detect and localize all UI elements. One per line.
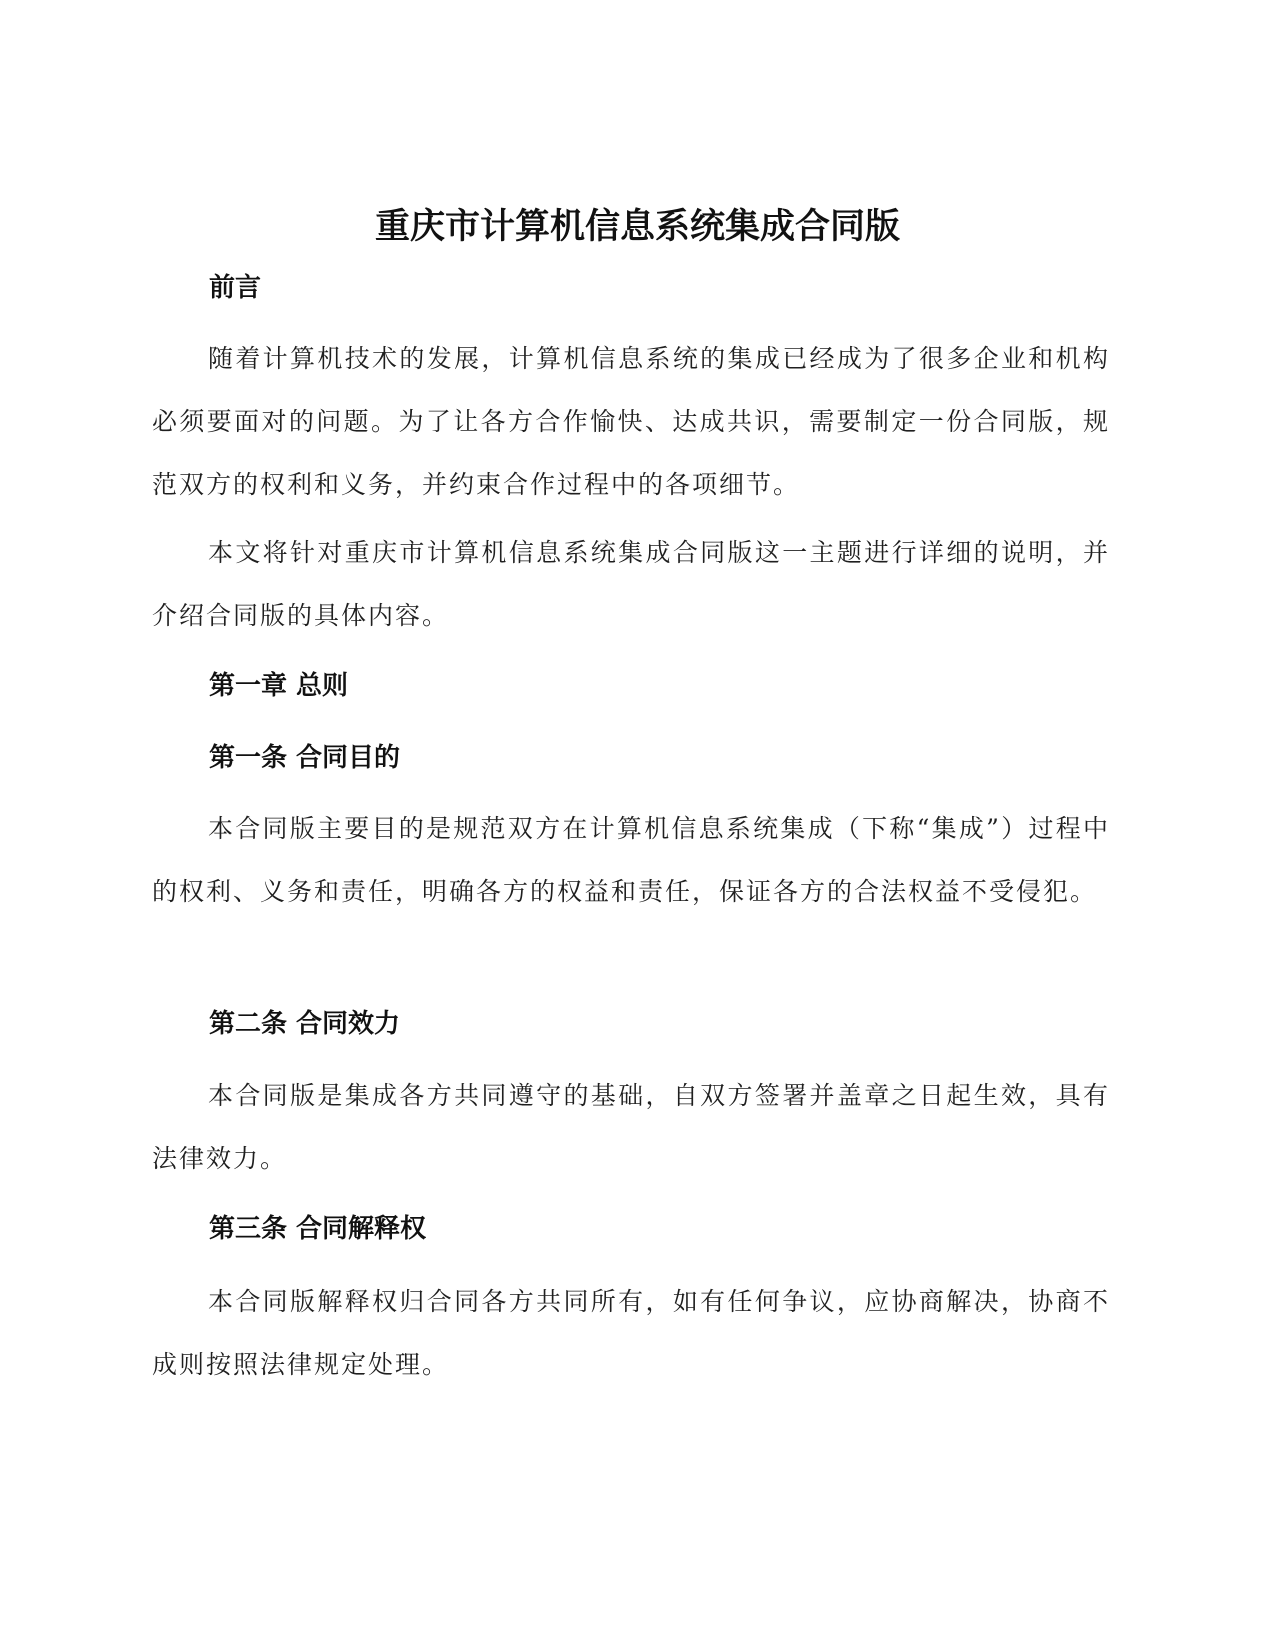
article-2-heading: 第二条 合同效力 <box>209 1009 401 1039</box>
article-3-heading: 第三条 合同解释权 <box>209 1214 427 1244</box>
preface-heading: 前言 <box>209 273 262 303</box>
article-1-heading: 第一条 合同目的 <box>209 743 401 773</box>
document-title: 重庆市计算机信息系统集成合同版 <box>374 207 900 247</box>
article-3-text: 本合同版解释权归合同各方共同所有，如有任何争议，应协商解决，协商不成则按照法律规定处理。 <box>152 1287 1110 1379</box>
preface-paragraph-1: 随着计算机技术的发展，计算机信息系统的集成已经成为了很多企业和机构必须要面对的问题。为了让各方合作愉快、达成共识，需要制定一份合同版，规范双方的权利和义务，并约束合作过程中的各项细节。 <box>152 344 1110 499</box>
chapter-1-heading: 第一章 总则 <box>209 671 349 701</box>
article-1-text: 本合同版主要目的是规范双方在计算机信息系统集成（下称“集成”）过程中的权利、义务和责任，明确各方的权益和责任，保证各方的合法权益不受侵犯。 <box>152 814 1110 906</box>
article-2-text: 本合同版是集成各方共同遵守的基础，自双方签署并盖章之日起生效，具有法律效力。 <box>152 1081 1110 1173</box>
preface-paragraph-2: 本文将针对重庆市计算机信息系统集成合同版这一主题进行详细的说明，并介绍合同版的具体内容。 <box>152 538 1110 630</box>
